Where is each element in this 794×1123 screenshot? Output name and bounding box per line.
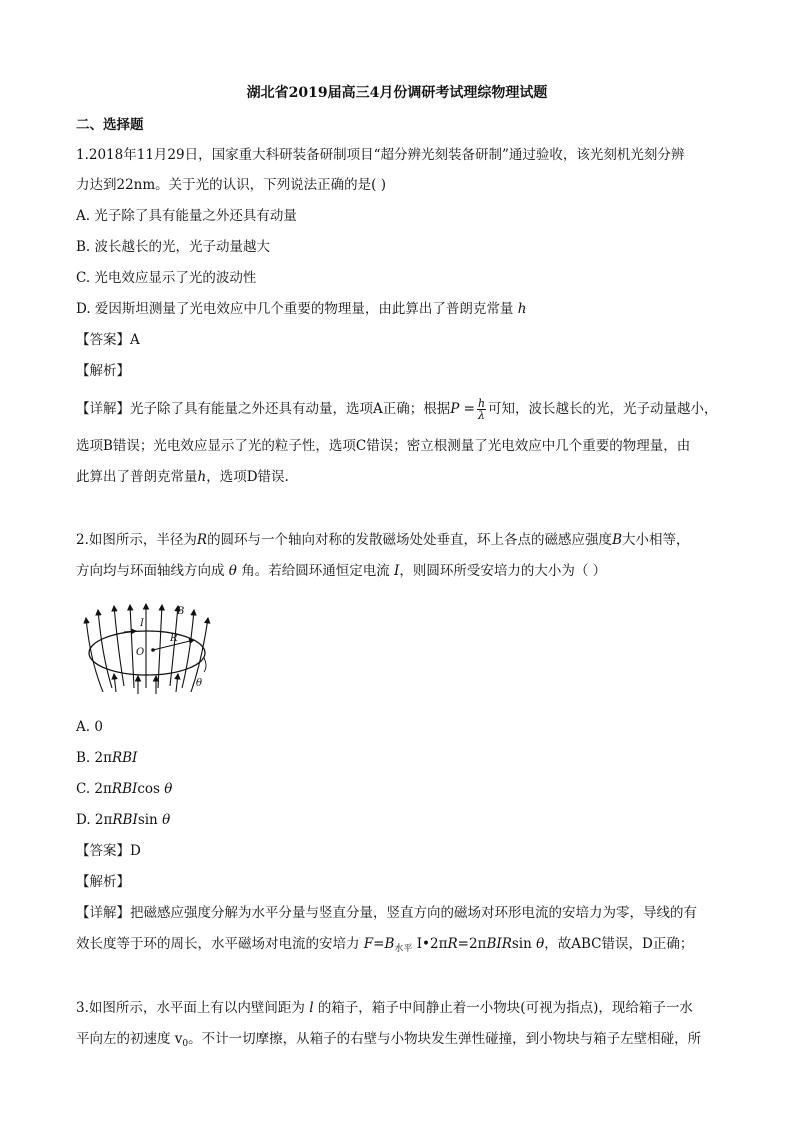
q2-stem-line-2 bbox=[76, 561, 606, 581]
field-line bbox=[176, 674, 178, 692]
q1-detail-text-a: 【详解】光子除了具有能量之外还具有动量，选项A正确；根据 bbox=[76, 401, 451, 417]
q1-option-b: B. 波长越长的光，光子动量越大 bbox=[76, 239, 271, 255]
q2-detail-2c: I•2π bbox=[412, 936, 448, 952]
q2-option-d bbox=[76, 810, 170, 830]
q3-stem-1a: 3.如图所示，水平面上有以内壁间距为 bbox=[76, 1000, 305, 1016]
q2-option-c-theta: θ bbox=[164, 781, 173, 797]
figure-label-r: R bbox=[170, 633, 178, 644]
q2-stem-2b: 角。若给圆环通恒定电流 bbox=[241, 563, 390, 579]
section-heading: 二、选择题 bbox=[76, 117, 144, 133]
q2-detail-b: B bbox=[384, 936, 395, 952]
q2-var-r: R bbox=[196, 532, 208, 548]
field-line bbox=[158, 605, 162, 688]
q2-stem-1c: 大小相等， bbox=[621, 532, 690, 548]
q1-option-c: C. 光电效应显示了光的波动性 bbox=[76, 270, 257, 286]
q2-option-c bbox=[76, 779, 172, 799]
figure-label-b: B bbox=[177, 606, 185, 617]
q1-detail-3-text-b: ，选项D错误. bbox=[206, 469, 289, 485]
q2-var-b: B bbox=[612, 532, 622, 548]
q1-detail-3-var: h bbox=[197, 469, 207, 485]
q1-detail-line-1 bbox=[76, 398, 718, 421]
q1-answer: 【答案】A bbox=[76, 332, 140, 348]
q2-option-a: A. 0 bbox=[76, 719, 103, 735]
q1-option-d-var: h bbox=[517, 301, 527, 317]
q2-detail-r: R bbox=[447, 936, 458, 952]
q3-var-l: l bbox=[309, 1000, 314, 1016]
document-title: 湖北省2019届高三4月份调研考试理综物理试题 bbox=[246, 85, 548, 101]
figure-label-theta: θ bbox=[196, 678, 203, 689]
field-lines bbox=[86, 604, 208, 694]
q2-stem-1b: 的圆环与一个轴向对称的发散磁场处处垂直，环上各点的磁感应强度 bbox=[207, 532, 613, 548]
q2-detail-line-2 bbox=[76, 934, 693, 959]
q2-option-b-pre: B. 2π bbox=[76, 750, 112, 766]
field-line bbox=[130, 605, 134, 688]
q2-detail-eq: = bbox=[373, 936, 385, 952]
current-ring bbox=[89, 631, 205, 675]
q2-var-i: I bbox=[394, 563, 400, 579]
q2-detail-f: F bbox=[363, 936, 374, 952]
q1-option-d bbox=[76, 299, 526, 319]
figure-label-o: O bbox=[136, 647, 145, 658]
q2-option-d-theta: θ bbox=[162, 812, 171, 828]
q2-detail-2d: =2π bbox=[457, 936, 487, 952]
figure-label-i: I bbox=[140, 618, 144, 629]
field-line bbox=[114, 674, 116, 692]
q2-stem-2c: ，则圆环所受安培力的大小为（ ） bbox=[399, 563, 607, 579]
q3-stem-1b: 的箱子，箱子中间静止着一小物块(可视为指点)，现给箱子一水 bbox=[317, 1000, 693, 1016]
q2-detail-line-1: 【详解】把磁感应强度分解为水平分量与竖直分量，竖直方向的磁场对环形电流的安培力为零，导线的有 bbox=[76, 905, 697, 921]
q1-stem-line-2: 力达到22nm。关于光的认识，下列说法正确的是( ) bbox=[76, 177, 386, 193]
q2-option-b-var: RBI bbox=[111, 750, 138, 766]
q1-detail-text-b: 可知，波长越长的光，光子动量越小， bbox=[488, 401, 718, 417]
q2-option-d-pre: D. 2π bbox=[76, 812, 113, 828]
q2-option-c-var: RBI bbox=[111, 781, 138, 797]
q1-option-a: A. 光子除了具有能量之外还具有动量 bbox=[76, 208, 297, 224]
q3-stem-2b: 。不计一切摩擦，从箱子的右壁与小物块发生弹性碰撞，到小物块与箱子左壁相碰，所 bbox=[188, 1031, 702, 1047]
q2-detail-theta: θ bbox=[536, 936, 545, 952]
q1-formula-fraction bbox=[477, 398, 486, 421]
q1-stem-line-1: 1.2018年11月29日，国家重大科研装备研制项目“超分辨光刻装备研制”通过验收，该光刻机光刻分辨 bbox=[76, 147, 685, 163]
q1-formula-numerator: h bbox=[477, 397, 486, 410]
q2-option-c-pre: C. 2π bbox=[76, 781, 112, 797]
q2-option-c-cos: cos bbox=[137, 781, 160, 797]
q1-option-d-text: D. 爱因斯坦测量了光电效应中几个重要的物理量，由此算出了普朗克常量 bbox=[76, 301, 514, 317]
q2-stem-line-1 bbox=[76, 530, 689, 550]
q2-detail-bir: BIR bbox=[486, 936, 512, 952]
q3-v0-sub: 0 bbox=[182, 1039, 189, 1049]
q2-detail-2h: ，故ABC错误，D正确； bbox=[544, 936, 694, 952]
q2-detail-b-sub: 水平 bbox=[394, 944, 413, 954]
q2-option-d-var: RBI bbox=[112, 812, 138, 828]
q2-var-theta: θ bbox=[228, 563, 237, 579]
angle-arc bbox=[204, 658, 206, 672]
ring-magnetic-field-figure bbox=[76, 600, 226, 700]
q1-detail-line-3 bbox=[76, 467, 289, 487]
field-line bbox=[182, 610, 194, 688]
q1-detail-3-text-a: 此算出了普朗克常量 bbox=[76, 469, 198, 485]
q2-detail-sin: sin bbox=[511, 936, 532, 952]
q1-analysis-heading: 【解析】 bbox=[76, 363, 130, 379]
q1-formula-lhs: P = bbox=[450, 401, 475, 417]
q3-stem-line-1 bbox=[76, 998, 693, 1018]
q2-stem-1a: 2.如图所示，半径为 bbox=[76, 532, 197, 548]
center-point bbox=[151, 648, 155, 652]
field-line bbox=[114, 606, 124, 686]
q2-answer: 【答案】D bbox=[76, 843, 141, 859]
q1-formula-denominator: λ bbox=[477, 409, 485, 422]
q2-option-b bbox=[76, 748, 137, 768]
field-line bbox=[98, 610, 112, 688]
q2-stem-2a: 方向均与环面轴线方向成 bbox=[76, 563, 225, 579]
q2-detail-2a: 效长度等于环的周长，水平磁场对电流的安培力 bbox=[76, 936, 364, 952]
q2-analysis-heading: 【解析】 bbox=[76, 874, 130, 890]
q2-option-d-sin: sin bbox=[137, 812, 158, 828]
q3-stem-line-2 bbox=[76, 1029, 701, 1054]
q3-stem-2a: 平向左的初速度 v bbox=[76, 1031, 183, 1047]
q1-detail-line-2: 选项B错误；光电效应显示了光的粒子性，选项C错误；密立根测量了光电效应中几个重要的物理量，由 bbox=[76, 438, 691, 454]
